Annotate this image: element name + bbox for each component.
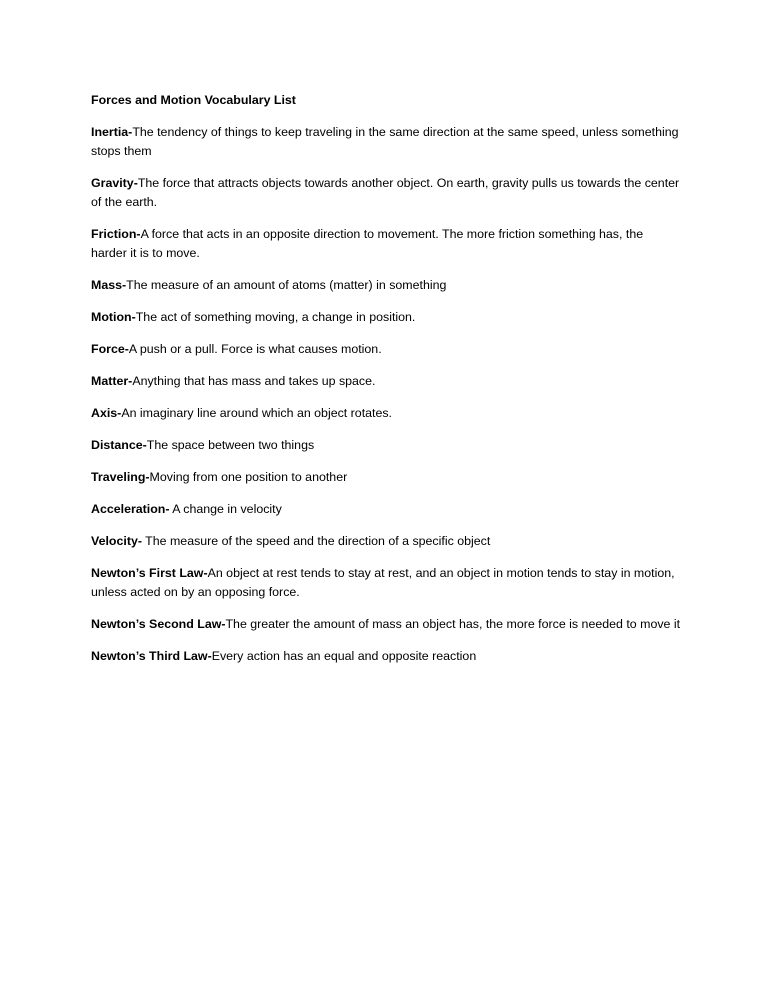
vocab-definition: Moving from one position to another [149, 470, 348, 484]
vocab-term: Friction- [91, 227, 141, 241]
vocab-entry-matter [91, 372, 681, 391]
vocab-term: Inertia- [91, 125, 133, 139]
vocab-term: Acceleration- [91, 502, 170, 516]
vocab-term: Force- [91, 342, 129, 356]
vocab-entry-mass [91, 276, 681, 295]
vocab-entry-friction [91, 225, 681, 263]
vocab-term: Newton’s Second Law- [91, 617, 226, 631]
vocab-definition: Anything that has mass and takes up space. [132, 374, 376, 388]
vocab-term: Mass- [91, 278, 127, 292]
vocab-definition: The space between two things [146, 438, 315, 452]
vocab-definition: A change in velocity [169, 502, 282, 516]
vocab-term: Newton’s Third Law- [91, 649, 212, 663]
vocab-entry-inertia [91, 123, 681, 161]
document-body [91, 91, 681, 679]
vocab-entry-velocity [91, 532, 681, 551]
vocab-entry-newtons-second-law [91, 615, 681, 634]
vocab-term: Newton’s First Law- [91, 566, 208, 580]
vocab-definition: A force that acts in an opposite direction to movement. The more friction something has, the harder it is to move. [91, 227, 644, 260]
vocab-term: Velocity- [91, 534, 142, 548]
vocab-term: Axis- [91, 406, 122, 420]
vocab-definition: The force that attracts objects towards another object. On earth, gravity pulls us towards the center of the earth. [91, 176, 680, 209]
vocab-entry-newtons-first-law [91, 564, 681, 602]
page-title: Forces and Motion Vocabulary List [91, 93, 296, 107]
vocab-entry-newtons-third-law [91, 647, 681, 666]
vocab-definition: The greater the amount of mass an object has, the more force is needed to move it [225, 617, 681, 631]
vocab-term: Traveling- [91, 470, 150, 484]
vocab-definition: An object at rest tends to stay at rest, and an object in motion tends to stay in motion, unless acted on by an opposing force. [91, 566, 675, 599]
vocab-entry-motion [91, 308, 681, 327]
vocab-entry-gravity [91, 174, 681, 212]
vocab-term: Gravity- [91, 176, 138, 190]
vocab-entry-axis [91, 404, 681, 423]
vocab-definition: An imaginary line around which an object rotates. [121, 406, 392, 420]
vocab-definition: The tendency of things to keep traveling in the same direction at the same speed, unless something stops them [91, 125, 679, 158]
vocab-entry-traveling [91, 468, 681, 487]
vocab-definition: Every action has an equal and opposite reaction [211, 649, 477, 663]
vocab-definition: The measure of an amount of atoms (matter) in something [126, 278, 447, 292]
vocab-entry-distance [91, 436, 681, 455]
vocab-entry-force [91, 340, 681, 359]
vocab-definition: A push or a pull. Force is what causes motion. [128, 342, 382, 356]
vocab-definition: The measure of the speed and the direction of a specific object [141, 534, 491, 548]
vocab-term: Distance- [91, 438, 147, 452]
vocab-term: Motion- [91, 310, 136, 324]
vocab-term: Matter- [91, 374, 133, 388]
vocab-entry-acceleration [91, 500, 681, 519]
vocab-definition: The act of something moving, a change in position. [135, 310, 416, 324]
